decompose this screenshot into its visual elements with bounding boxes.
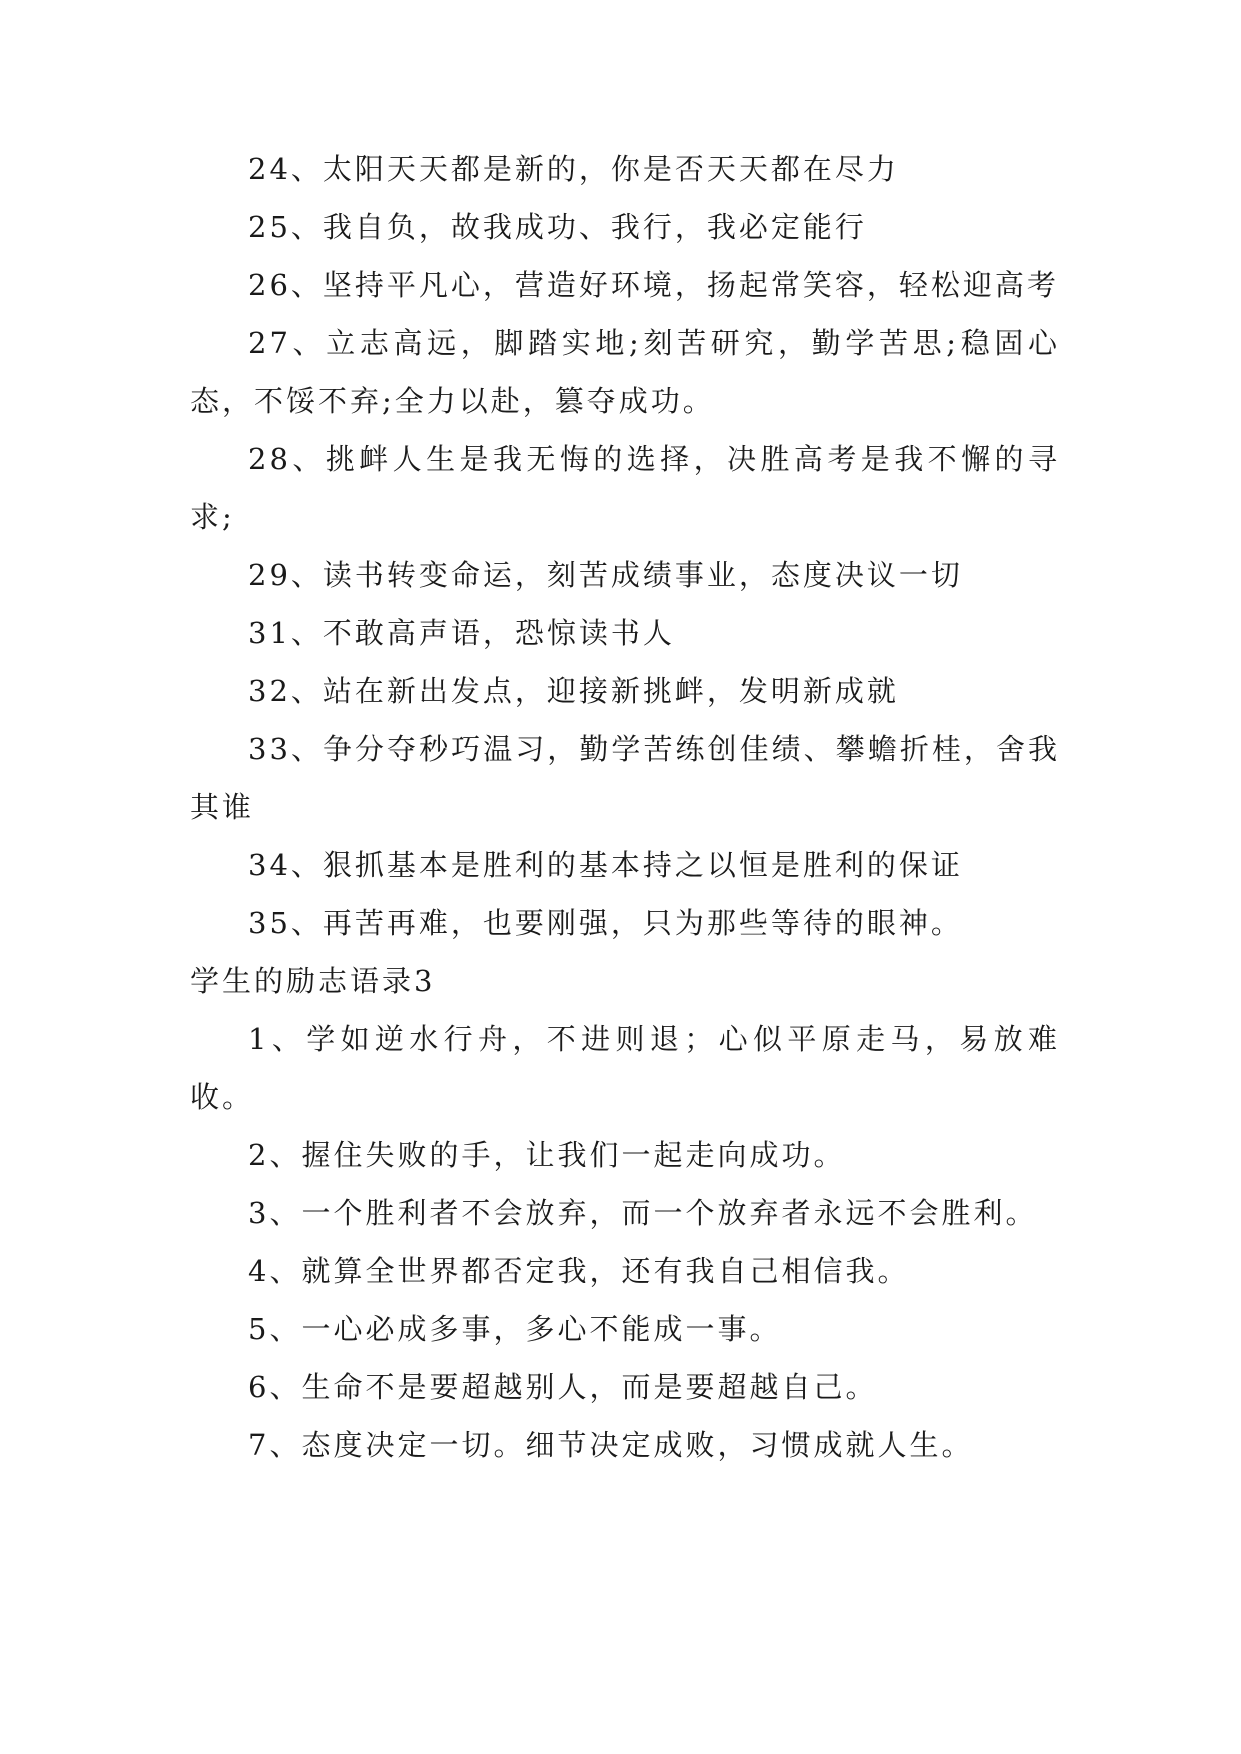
section-paragraph-2: 2、握住失败的手，让我们一起走向成功。 xyxy=(248,1138,846,1172)
section-paragraph-4: 4、就算全世界都否定我，还有我自己相信我。 xyxy=(248,1254,910,1288)
paragraph-31: 31、不敢高声语，恐惊读书人 xyxy=(248,616,675,650)
section-paragraph-7: 7、态度决定一切。细节决定成败，习惯成就人生。 xyxy=(248,1428,974,1462)
section-paragraph-1: 1、学如逆水行舟，不进则退；心似平原走马，易放难收。 xyxy=(190,1022,1060,1114)
paragraph-29: 29、读书转变命运，刻苦成绩事业，态度决议一切 xyxy=(248,558,963,592)
section-paragraph-3: 3、一个胜利者不会放弃，而一个放弃者永远不会胜利。 xyxy=(248,1196,1038,1230)
paragraph-24: 24、太阳天天都是新的，你是否天天都在尽力 xyxy=(248,152,899,186)
section-paragraph-6: 6、生命不是要超越别人，而是要超越自己。 xyxy=(248,1370,878,1404)
paragraph-33: 33、争分夺秒巧温习，勤学苦练创佳绩、攀蟾折桂，舍我其谁 xyxy=(190,732,1060,824)
paragraph-34: 34、狠抓基本是胜利的基本持之以恒是胜利的保证 xyxy=(248,848,963,882)
paragraph-35: 35、再苦再难，也要刚强，只为那些等待的眼神。 xyxy=(248,906,963,940)
section-paragraph-5: 5、一心必成多事，多心不能成一事。 xyxy=(248,1312,782,1346)
paragraph-28: 28、挑衅人生是我无悔的选择，决胜高考是我不懈的寻求; xyxy=(190,442,1060,534)
paragraph-32: 32、站在新出发点，迎接新挑衅，发明新成就 xyxy=(248,674,899,708)
section-heading: 学生的励志语录3 xyxy=(190,964,436,998)
document-page xyxy=(190,140,1060,1474)
paragraph-27: 27、立志高远，脚踏实地;刻苦研究，勤学苦思;稳固心态，不馁不弃;全力以赴，篡夺成功。 xyxy=(190,326,1060,418)
paragraph-25: 25、我自负，故我成功、我行，我必定能行 xyxy=(248,210,867,244)
paragraph-26: 26、坚持平凡心，营造好环境，扬起常笑容，轻松迎高考 xyxy=(248,268,1059,302)
